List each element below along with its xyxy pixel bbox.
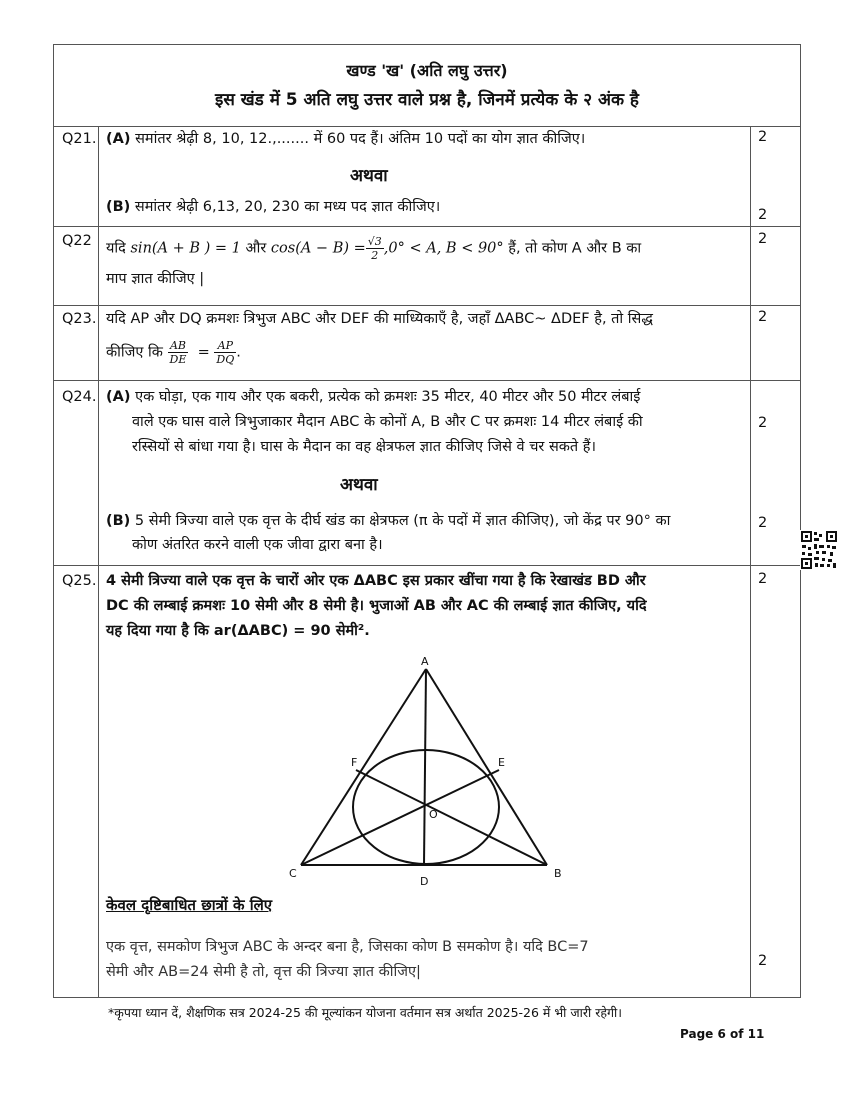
q22-prefix: यदि — [106, 240, 126, 257]
q24-a-line2: वाले एक घास वाले त्रिभुजाकार मैदान ABC के कोनों A, B और C पर क्रमशः 14 मीटर लंबाई की — [132, 414, 643, 430]
page-number: Page 6 of 11 — [680, 1027, 765, 1041]
vi-line2: सेमी और AB=24 सेमी है तो, वृत्त की त्रिज्या ज्ञात कीजिए| — [106, 964, 421, 980]
row-divider — [54, 380, 800, 381]
q22-expr2: cos(A − B) = — [270, 240, 366, 257]
label-f: F — [351, 756, 358, 769]
or-label: अथवा — [340, 475, 378, 495]
q25-line3: यह दिया गया है कि ar(ΔABC) = 90 सेमी². — [106, 623, 370, 639]
vi-line1: एक वृत्त, समकोण त्रिभुज ABC के अन्दर बना है, जिसका कोण B समकोण है। यदि BC=7 — [106, 939, 589, 955]
marks: 2 — [758, 415, 768, 431]
fraction-denominator: DQ — [216, 353, 235, 366]
incircle — [353, 750, 499, 864]
question-number: Q21. — [62, 131, 97, 147]
q24-b-line1: 5 सेमी त्रिज्या वाले एक वृत्त के दीर्घ खंड का क्षेत्रफल (π के पदों में ज्ञात कीजिए), जो केंद्र पर 90° का — [134, 513, 671, 529]
q22-expr1: sin(A + B ) = 1 — [130, 240, 241, 257]
q21-option-b — [106, 197, 440, 217]
section-subtitle: इस खंड में 5 अति लघु उत्तर वाले प्रश्न है, जिनमें प्रत्येक के २ अंक है — [215, 90, 639, 110]
q22-fraction — [366, 235, 384, 262]
column-divider — [750, 126, 751, 997]
visually-impaired-title: केवल दृष्टिबाधित छात्रों के लिए — [106, 896, 273, 914]
row-divider — [54, 126, 800, 127]
fraction-numerator: AP — [214, 339, 236, 353]
or-label: अथवा — [350, 166, 388, 186]
row-divider — [54, 226, 800, 227]
q21-a-text: समांतर श्रेढ़ी 8, 10, 12.,....... में 60 पद हैं। अंतिम 10 पदों का योग ज्ञात कीजिए। — [135, 131, 586, 147]
marks: 2 — [758, 129, 768, 145]
question-number: Q22 — [62, 233, 92, 249]
column-divider — [98, 126, 99, 997]
q23-fraction-1 — [168, 339, 189, 366]
marks: 2 — [758, 953, 768, 969]
label-d: D — [420, 875, 429, 888]
q25-line1: 4 सेमी त्रिज्या वाले एक वृत्त के चारों ओर एक ΔABC इस प्रकार खींचा गया है कि रेखाखंड BD और — [106, 573, 646, 589]
label-a: A — [421, 655, 429, 668]
marks: 2 — [758, 515, 768, 531]
q24-b-line2: कोण अंतरित करने वाली एक जीवा द्वारा बना है। — [132, 537, 383, 553]
equals-sign: = — [197, 344, 210, 361]
q22-line2: माप ज्ञात कीजिए | — [106, 271, 205, 287]
option-label: (B) — [106, 513, 131, 529]
option-label: (A) — [106, 131, 131, 147]
triangle-incircle-figure — [279, 655, 579, 890]
row-divider — [54, 305, 800, 306]
q22-line1 — [106, 235, 641, 262]
label-c: C — [289, 867, 297, 880]
label-o: O — [429, 808, 438, 821]
option-label: (A) — [106, 389, 131, 405]
label-b: B — [554, 867, 562, 880]
fraction-denominator: 2 — [371, 249, 379, 262]
label-e: E — [498, 756, 505, 769]
marks: 2 — [758, 571, 768, 587]
q23-line1: यदि AP और DQ क्रमशः त्रिभुज ABC और DEF की माध्यिकाएँ है, जहाँ ΔABC~ ΔDEF है, तो सिद्ध — [106, 311, 653, 327]
fraction-numerator: AB — [168, 339, 189, 353]
question-number: Q25. — [62, 573, 97, 589]
q21-option-a — [106, 129, 585, 149]
q22-suffix: हैं, तो कोण A और B का — [508, 240, 642, 257]
option-label: (B) — [106, 199, 131, 215]
fraction-numerator: √3 — [367, 235, 382, 248]
question-number: Q24. — [62, 389, 97, 405]
footer-note: *कृपया ध्यान दें, शैक्षणिक सत्र 2024-25 की मूल्यांकन योजना वर्तमान सत्र अर्थात 2025-26 में भी जारी रहेगी। — [108, 1005, 622, 1020]
question-table — [53, 44, 801, 998]
q22-and: और — [245, 240, 267, 257]
q23-fraction-2 — [214, 339, 236, 366]
q24-option-a-line1 — [106, 387, 640, 407]
q23-prefix: कीजिए कि — [106, 344, 163, 361]
row-divider — [54, 565, 800, 566]
q22-expr3: ,0° < A, B < 90° — [383, 240, 504, 257]
q24-option-b-line1 — [106, 511, 670, 531]
section-title: खण्ड 'ख' (अति लघु उत्तर) — [346, 61, 508, 80]
marks: 2 — [758, 207, 768, 223]
q23-line2: कीजिए कि $\frac{AB}{DE}$ = $\frac{AP}{DQ}$ . — [106, 339, 241, 366]
qr-code-icon — [800, 530, 838, 570]
marks: 2 — [758, 309, 768, 325]
fraction-denominator: DE — [169, 353, 187, 366]
q21-b-text: समांतर श्रेढ़ी 6,13, 20, 230 का मध्य पद ज्ञात कीजिए। — [134, 199, 441, 215]
median-ad — [424, 669, 426, 865]
q24-a-line3: रस्सियों से बांधा गया है। घास के मैदान का वह क्षेत्रफल ज्ञात कीजिए जिसे वे चर सकते हैं। — [132, 439, 596, 455]
marks: 2 — [758, 231, 768, 247]
q25-line2: DC की लम्बाई क्रमशः 10 सेमी और 8 सेमी है। भुजाओं AB और AC की लम्बाई ज्ञात कीजिए, यदि — [106, 598, 647, 614]
q24-a-line1: एक घोड़ा, एक गाय और एक बकरी, प्रत्येक को क्रमशः 35 मीटर, 40 मीटर और 50 मीटर लंबाई — [135, 389, 641, 405]
question-number: Q23. — [62, 311, 97, 327]
